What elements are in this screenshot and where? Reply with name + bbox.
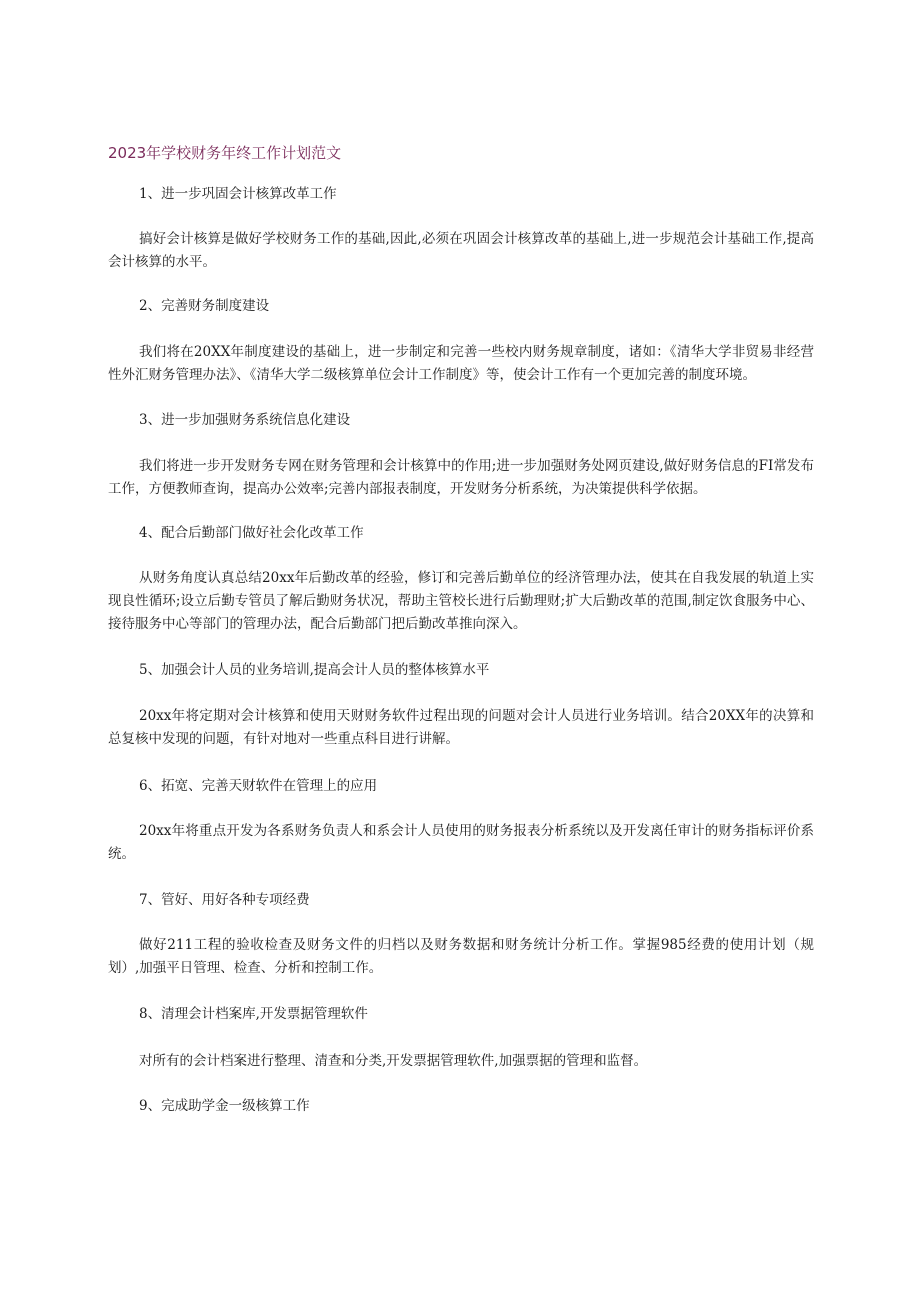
section-heading-1: 1、进一步巩固会计核算改革工作 xyxy=(139,186,337,202)
section-body-8: 对所有的会计档案进行整理、清查和分类,开发票据管理软件,加强票据的管理和监督。 xyxy=(139,1053,648,1069)
document-title: 2023年学校财务年终工作计划范文 xyxy=(108,144,342,162)
section-heading-5: 5、加强会计人员的业务培训,提高会计人员的整体核算水平 xyxy=(139,662,490,678)
section-body-5: 20xx年将定期对会计核算和使用天财财务软件过程出现的问题对会计人员进行业务培训。结合20XX年的决算和总复核中发现的问题，有针对地对一些重点科目进行讲解。 xyxy=(108,708,814,747)
section-heading-6: 6、拓宽、完善天财软件在管理上的应用 xyxy=(139,778,378,794)
section-body-6: 20xx年将重点开发为各系财务负责人和系会计人员使用的财务报表分析系统以及开发离任审计的财务指标评价系统。 xyxy=(108,823,814,862)
section-body-1: 搞好会计核算是做好学校财务工作的基础,因此,必须在巩固会计核算改革的基础上,进一步规范会计基础工作,提高会计核算的水平。 xyxy=(108,231,814,270)
section-heading-4: 4、配合后勤部门做好社会化改革工作 xyxy=(139,525,364,541)
section-body-2: 我们将在20XX年制度建设的基础上，进一步制定和完善一些校内财务规章制度，诸如：《清华大学非贸易非经营性外汇财务管理办法》、《清华大学二级核算单位会计工作制度》等，使会计工作有一个更加完善的制度环境。 xyxy=(108,344,814,383)
section-heading-3: 3、进一步加强财务系统信息化建设 xyxy=(139,412,351,428)
section-body-4: 从财务角度认真总结20xx年后勤改革的经验，修订和完善后勤单位的经济管理办法，使其在自我发展的轨道上实现良性循环;设立后勤专管员了解后勤财务状况，帮助主管校长进行后勤理财;扩大后勤改革的范围,制定饮食服务中心、接待服务中心等部门的管理办法，配合后勤部门把后勤改革推向深入。 xyxy=(108,570,814,632)
section-heading-7: 7、管好、用好各种专项经费 xyxy=(139,892,310,908)
section-body-3: 我们将进一步开发财务专网在财务管理和会计核算中的作用;进一步加强财务处网页建设,做好财务信息的FI常发布工作，方便教师查询，提高办公效率;完善内部报表制度，开发财务分析系统，为决策提供科学依据。 xyxy=(108,458,814,497)
section-body-7: 做好211工程的验收检查及财务文件的归档以及财务数据和财务统计分析工作。掌握985经费的使用计划（规划）,加强平日管理、检查、分析和控制工作。 xyxy=(108,937,814,976)
section-heading-2: 2、完善财务制度建设 xyxy=(139,298,270,314)
section-heading-8: 8、清理会计档案库,开发票据管理软件 xyxy=(139,1006,368,1022)
section-heading-9: 9、完成助学金一级核算工作 xyxy=(139,1098,310,1114)
